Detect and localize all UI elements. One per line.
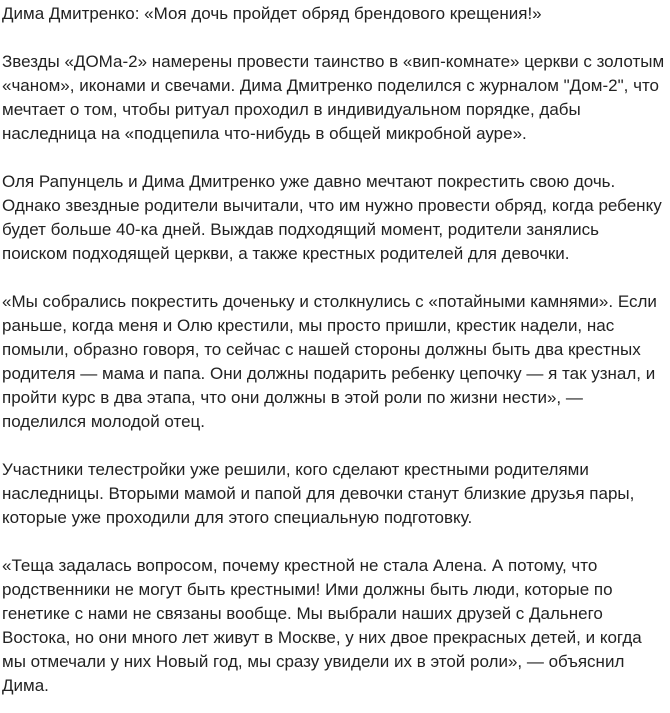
article-paragraph-3: «Мы собрались покрестить доченьку и столкнулись с «потайными камнями». Если раньше, когда меня и Олю крестили, мы просто пришли, крестик надели, нас помыли, образно говоря, то сейчас с нашей стороны должны быть два крестных родителя — мама и папа. Они должны подарить ребенку цепочку — я так узнал, и пройти курс в два этапа, что они должны в этой роли по жизни нести», — поделился молодой отец. [2, 292, 657, 431]
article-paragraph-5: «Теща задалась вопросом, почему крестной не стала Алена. А потому, что родственники не могут быть крестными! Ими должны быть люди, которые по генетике с нами не связаны вообще. Мы выбрали наших друзей с Дальнего Востока, но они много лет живут в Москве, у них двое прекрасных детей, и когда мы отмечали у них Новый год, мы сразу увидели их в этой роли», — объяснил Дима. [2, 556, 642, 695]
article [2, 0, 666, 698]
article-paragraph-1: Звезды «ДОМа-2» намерены провести таинство в «вип-комнате» церкви с золотым «чаном», иконами и свечами. Дима Дмитренко поделился с журналом "Дом-2", что мечтает о том, чтобы ритуал проходил в индивидуальном порядке, дабы наследница на «подцепила что-нибудь в общей микробной ауре». [2, 52, 665, 143]
article-paragraph-4: Участники телестройки уже решили, кого сделают крестными родителями наследницы. Вторыми мамой и папой для девочки станут близкие друзья пары, которые уже проходили для этого специальную подготовку. [2, 460, 635, 527]
article-title: Дима Дмитренко: «Моя дочь пройдет обряд брендового крещения!» [2, 4, 542, 23]
article-paragraph-2: Оля Рапунцель и Дима Дмитренко уже давно мечтают покрестить свою дочь. Однако звездные родители вычитали, что им нужно провести обряд, когда ребенку будет больше 40-ка дней. Выждав подходящий момент, родители занялись поиском подходящей церкви, а также крестных родителей для девочки. [2, 172, 662, 263]
